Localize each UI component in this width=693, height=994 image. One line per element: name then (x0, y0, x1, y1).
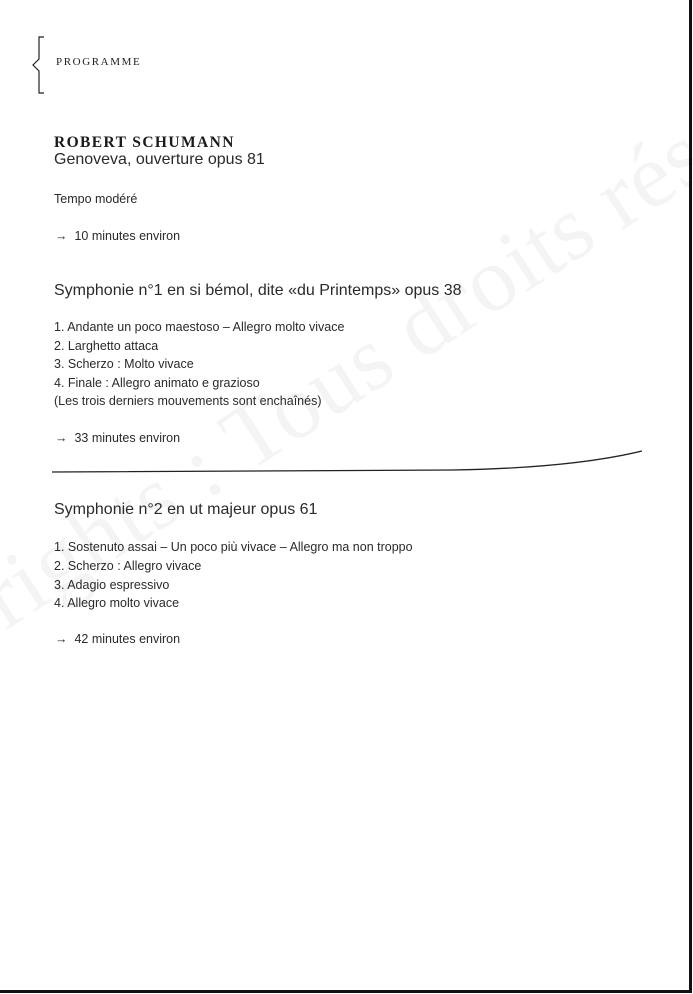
duration-line (55, 229, 180, 243)
movement-item: 2. Scherzo : Allegro vivace (54, 559, 202, 573)
duration-text: 10 minutes environ (74, 229, 181, 243)
movement-item: 1. Andante un poco maestoso – Allegro molto vivace (54, 320, 345, 334)
movement-item: 4. Finale : Allegro animato e grazioso (54, 376, 260, 390)
movement-item: 2. Larghetto attaca (54, 339, 159, 353)
movement-item: 4. Allegro molto vivace (54, 596, 180, 610)
duration-line (55, 632, 180, 646)
arrow-icon: → (55, 431, 68, 445)
duration-text: 42 minutes environ (74, 632, 181, 646)
programme-label: PROGRAMME (56, 56, 142, 68)
duration-text: 33 minutes environ (74, 431, 181, 445)
section-divider (52, 448, 642, 478)
work-title: Symphonie n°1 en si bémol, dite «du Printemps» opus 38 (54, 282, 462, 299)
tempo-marking: Tempo modéré (54, 192, 138, 206)
brace-icon (32, 36, 48, 94)
arrow-icon: → (55, 632, 68, 646)
work-title: Symphonie n°2 en ut majeur opus 61 (54, 501, 318, 518)
duration-line (55, 431, 180, 445)
movement-item: 3. Scherzo : Molto vivace (54, 357, 194, 371)
work-title: Genoveva, ouverture opus 81 (54, 151, 265, 168)
movement-item: 3. Adagio espressivo (54, 578, 170, 592)
movement-item: 1. Sostenuto assai – Un poco più vivace – Allegro ma non troppo (54, 540, 413, 554)
composer-name: ROBERT SCHUMANN (54, 134, 235, 151)
movement-note: (Les trois derniers mouvements sont enchaînés) (54, 394, 322, 408)
arrow-icon: → (55, 229, 68, 243)
